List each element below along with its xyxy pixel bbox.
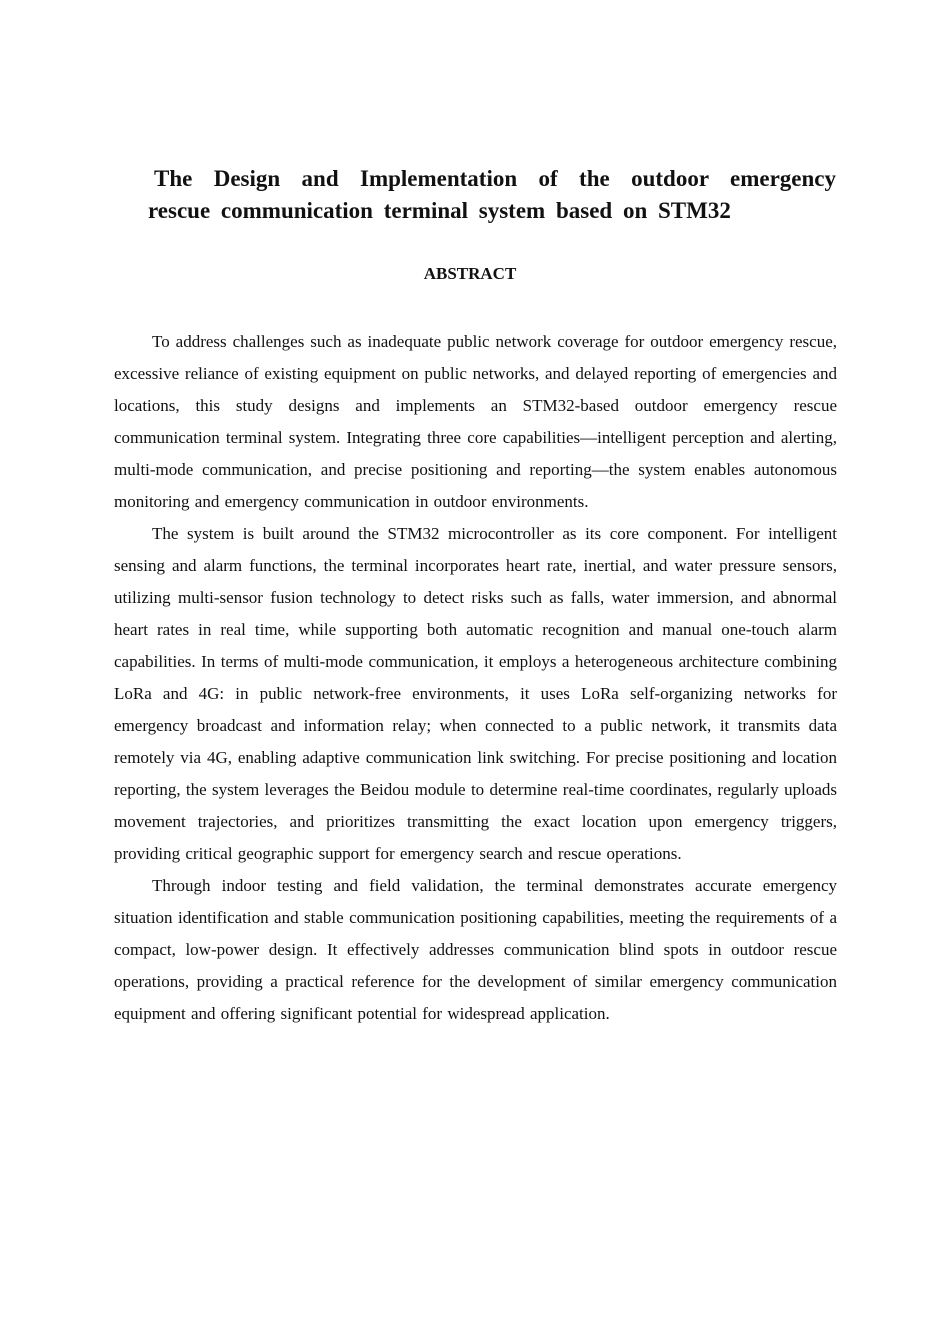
- abstract-heading: ABSTRACT: [423, 264, 517, 283]
- abstract-body: [114, 326, 837, 1030]
- paper-title-line-1: The Design and Implementation of the outdoor emergency: [154, 166, 836, 191]
- abstract-paragraph-3: Through indoor testing and field validation, the terminal demonstrates accurate emergency situation identification and stable communication positioning capabilities, meeting the requirements of a compact, low-power design. It effectively addresses communication blind spots in outdoor rescue operations, providing a practical reference for the development of similar emergency communication equipment and offering significant potential for widespread application.: [114, 876, 837, 1023]
- abstract-paragraph-1: To address challenges such as inadequate public network coverage for outdoor emergency rescue, excessive reliance of existing equipment on public networks, and delayed reporting of emergencies and locations, this study designs and implements an STM32-based outdoor emergency rescue communication terminal system. Integrating three core capabilities—intelligent perception and alerting, multi-mode communication, and precise positioning and reporting—the system enables autonomous monitoring and emergency communication in outdoor environments.: [114, 332, 837, 511]
- paper-title-line-2: rescue communication terminal system based on STM32: [148, 198, 731, 223]
- abstract-paragraph-2: The system is built around the STM32 microcontroller as its core component. For intelligent sensing and alarm functions, the terminal incorporates heart rate, inertial, and water pressure sensors, utilizing multi-sensor fusion technology to detect risks such as falls, water immersion, and abnormal heart rates in real time, while supporting both automatic recognition and manual one-touch alarm capabilities. In terms of multi-mode communication, it employs a heterogeneous architecture combining LoRa and 4G: in public network-free environments, it uses LoRa self-organizing networks for emergency broadcast and information relay; when connected to a public network, it transmits data remotely via 4G, enabling adaptive communication link switching. For precise positioning and location reporting, the system leverages the Beidou module to determine real-time coordinates, regularly uploads movement trajectories, and prioritizes transmitting the exact location upon emergency triggers, providing critical geographic support for emergency search and rescue operations.: [114, 524, 837, 863]
- paper-title: [148, 163, 836, 227]
